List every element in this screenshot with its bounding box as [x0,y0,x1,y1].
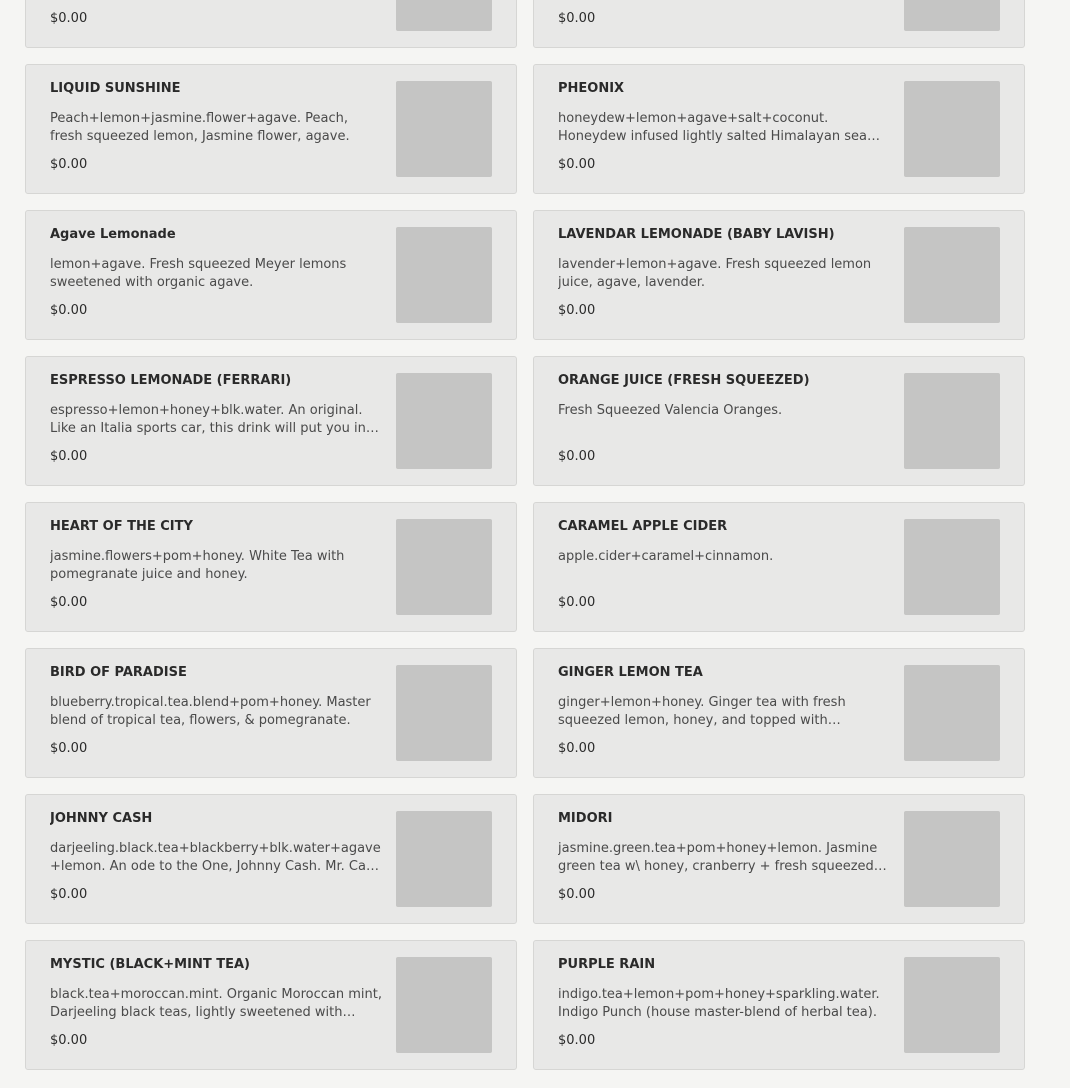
menu-item-price: $0.00 [558,157,596,172]
menu-item-price: $0.00 [558,1033,596,1048]
menu-item-image-placeholder [904,81,1000,177]
menu-item-price: $0.00 [50,1033,88,1048]
menu-item-image-placeholder [396,227,492,323]
menu-item-price: $0.00 [558,11,596,26]
menu-item-description: jasmine.green.tea+pom+honey+lemon. Jasmine green tea w\ honey, cranberry + fresh squeezed [558,841,878,874]
menu-item-card[interactable] [25,210,517,340]
menu-item-name: Agave Lemonade [50,227,176,242]
menu-item-description: lemon+agave. Fresh squeezed Meyer lemons sweetened with organic agave. [50,257,347,290]
menu-item-card[interactable] [25,64,517,194]
menu-item-price: $0.00 [50,887,88,902]
menu-item-price: $0.00 [50,11,88,26]
menu-item-description: jasmine.flowers+pom+honey. White Tea with pomegranate juice and honey. [50,549,345,582]
menu-item-price: $0.00 [50,595,88,610]
menu-item-card[interactable] [25,794,517,924]
menu-item-card[interactable] [533,64,1025,194]
menu-item-card[interactable] [533,794,1025,924]
menu-item-description: black.tea+moroccan.mint. Organic Moroccan mint, Darjeeling black teas, lightly sweetened with [50,987,382,1020]
menu-item-image-placeholder [396,665,492,761]
menu-item-image-placeholder [904,811,1000,907]
menu-item-price: $0.00 [50,741,88,756]
menu-item-name: MIDORI [558,811,613,826]
menu-item-name: BIRD OF PARADISE [50,665,187,680]
menu-item-name: MYSTIC (BLACK+MINT TEA) [50,957,250,972]
menu-item-price: $0.00 [558,449,596,464]
menu-item-image-placeholder [904,0,1000,31]
menu-item-card[interactable] [25,502,517,632]
menu-item-card[interactable] [25,0,517,48]
menu-items-grid [25,0,1025,1070]
menu-item-image-placeholder [904,373,1000,469]
menu-item-image-placeholder [396,519,492,615]
menu-item-image-placeholder [396,811,492,907]
menu-item-description: honeydew+lemon+agave+salt+coconut. Honeydew infused lightly salted Himalayan sea [558,111,867,144]
menu-item-card[interactable] [25,940,517,1070]
menu-item-name: HEART OF THE CITY [50,519,193,534]
menu-item-price: $0.00 [558,741,596,756]
menu-item-price: $0.00 [50,449,88,464]
menu-item-name: JOHNNY CASH [50,811,153,826]
menu-item-image-placeholder [904,227,1000,323]
menu-item-name: PURPLE RAIN [558,957,656,972]
menu-item-price: $0.00 [558,887,596,902]
menu-item-description: lavender+lemon+agave. Fresh squeezed lemon juice, agave, lavender. [558,257,872,290]
menu-item-name: LAVENDAR LEMONADE (BABY LAVISH) [558,227,835,242]
menu-item-description: espresso+lemon+honey+blk.water. An original. Like an Italia sports car, this drink will put you in [50,403,366,436]
menu-item-card[interactable] [533,356,1025,486]
menu-item-card[interactable] [533,0,1025,48]
menu-item-name: PHEONIX [558,81,625,96]
menu-item-image-placeholder [396,0,492,31]
menu-item-card[interactable] [533,940,1025,1070]
menu-item-description: blueberry.tropical.tea.blend+pom+honey. Master blend of tropical tea, flowers, & pomegranate. [50,695,371,728]
menu-item-card[interactable] [533,502,1025,632]
menu-item-description: apple.cider+caramel+cinnamon. [558,549,774,564]
menu-item-image-placeholder [396,373,492,469]
menu-item-name: LIQUID SUNSHINE [50,81,181,96]
menu-item-price: $0.00 [558,303,596,318]
menu-item-name: CARAMEL APPLE CIDER [558,519,728,534]
menu-item-image-placeholder [396,81,492,177]
menu-item-price: $0.00 [50,303,88,318]
menu-item-description: Fresh Squeezed Valencia Oranges. [558,403,783,418]
menu-item-description: darjeeling.black.tea+blackberry+blk.water+agave+lemon. An ode to the One, Johnny Cash. Mr. Cash [50,841,381,874]
menu-item-name: ORANGE JUICE (FRESH SQUEEZED) [558,373,810,388]
menu-item-description: ginger+lemon+honey. Ginger tea with fresh squeezed lemon, honey, and topped with [558,695,846,728]
menu-item-image-placeholder [904,957,1000,1053]
menu-item-name: GINGER LEMON TEA [558,665,703,680]
menu-item-description: indigo.tea+lemon+pom+honey+sparkling.water. Indigo Punch (house master-blend of herbal tea). [558,987,880,1020]
menu-item-card[interactable] [533,648,1025,778]
menu-item-card[interactable] [533,210,1025,340]
menu-item-image-placeholder [904,519,1000,615]
menu-item-card[interactable] [25,356,517,486]
menu-item-name: ESPRESSO LEMONADE (FERRARI) [50,373,292,388]
menu-item-image-placeholder [904,665,1000,761]
menu-item-description: Peach+lemon+jasmine.flower+agave. Peach, fresh squeezed lemon, Jasmine flower, agave. [50,111,350,144]
menu-item-price: $0.00 [558,595,596,610]
menu-item-price: $0.00 [50,157,88,172]
menu-item-card[interactable] [25,648,517,778]
menu-item-image-placeholder [396,957,492,1053]
